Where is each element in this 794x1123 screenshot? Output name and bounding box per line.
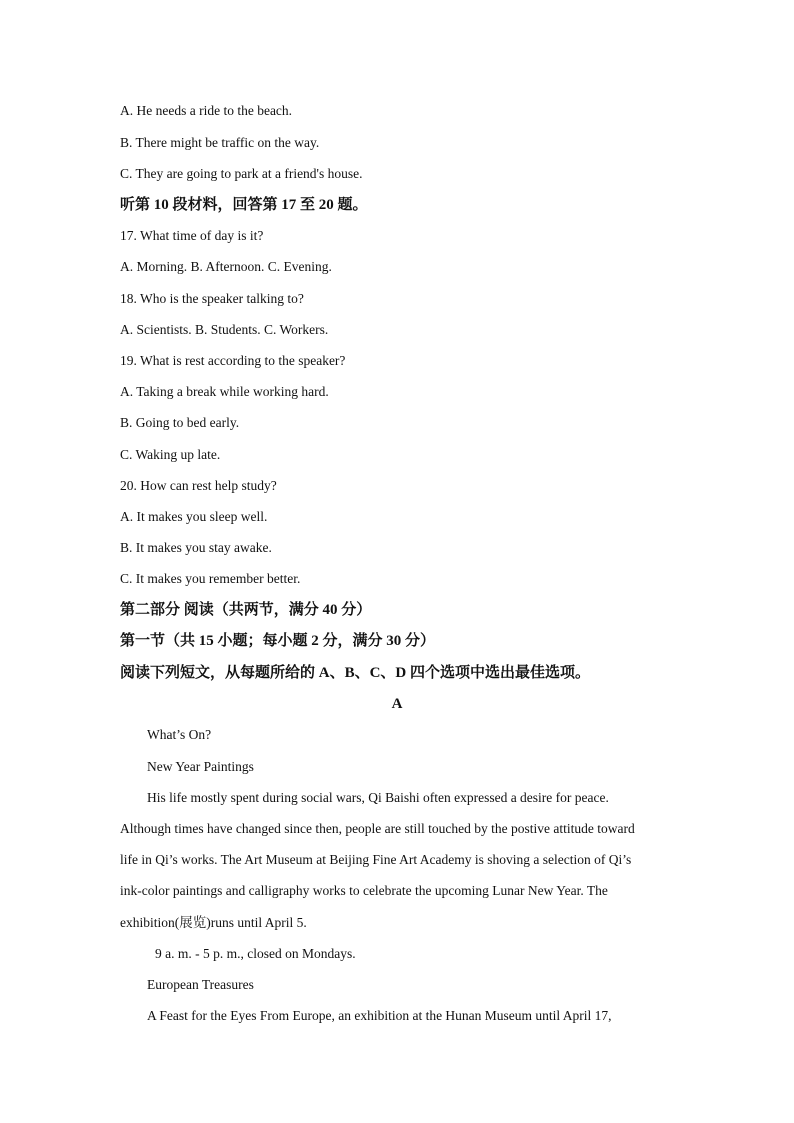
question-line: 17. What time of day is it?: [120, 228, 264, 243]
passage-text: exhibition(展览)runs until April 5.: [120, 915, 307, 930]
question-line: 19. What is rest according to the speaker?: [120, 353, 346, 368]
passage-subheading: New Year Paintings: [147, 759, 254, 774]
option-line: B. Going to bed early.: [120, 415, 240, 430]
passage-text: Although times have changed since then, people are still touched by the postive attitude toward: [120, 821, 635, 836]
option-line: A. Taking a break while working hard.: [120, 384, 329, 399]
section-heading: 第一节（共 15 小题；每小题 2 分，满分 30 分）: [120, 633, 436, 649]
option-line: B. There might be traffic on the way.: [120, 135, 320, 150]
part-heading: 第二部分 阅读（共两节，满分 40 分）: [120, 602, 372, 618]
option-line: A. Scientists. B. Students. C. Workers.: [120, 322, 329, 337]
option-line: A. Morning. B. Afternoon. C. Evening.: [120, 259, 332, 274]
passage-text: A Feast for the Eyes From Europe, an exhibition at the Hunan Museum until April 17,: [147, 1008, 612, 1023]
question-line: 20. How can rest help study?: [120, 478, 277, 493]
passage-subheading: European Treasures: [147, 977, 254, 992]
option-line: B. It makes you stay awake.: [120, 540, 272, 555]
option-line: A. It makes you sleep well.: [120, 509, 268, 524]
passage-title: What’s On?: [147, 727, 212, 742]
passage-text: ink-color paintings and calligraphy works to celebrate the upcoming Lunar New Year. The: [120, 883, 608, 898]
passage-hours: 9 a. m. - 5 p. m., closed on Mondays.: [155, 946, 356, 961]
option-line: A. He needs a ride to the beach.: [120, 103, 293, 118]
option-line: C. It makes you remember better.: [120, 571, 301, 586]
passage-text: life in Qi’s works. The Art Museum at Beijing Fine Art Academy is shoving a selection of Qi’s: [120, 852, 632, 867]
reading-instruction: 阅读下列短文，从每题所给的 A、B、C、D 四个选项中选出最佳选项。: [120, 665, 591, 681]
option-line: C. Waking up late.: [120, 447, 221, 462]
question-line: 18. Who is the speaker talking to?: [120, 291, 304, 306]
passage-text: His life mostly spent during social wars, Qi Baishi often expressed a desire for peace.: [147, 790, 609, 805]
option-line: C. They are going to park at a friend's house.: [120, 166, 363, 181]
passage-label: A: [391, 696, 403, 712]
section-instruction: 听第 10 段材料，回答第 17 至 20 题。: [120, 197, 368, 213]
